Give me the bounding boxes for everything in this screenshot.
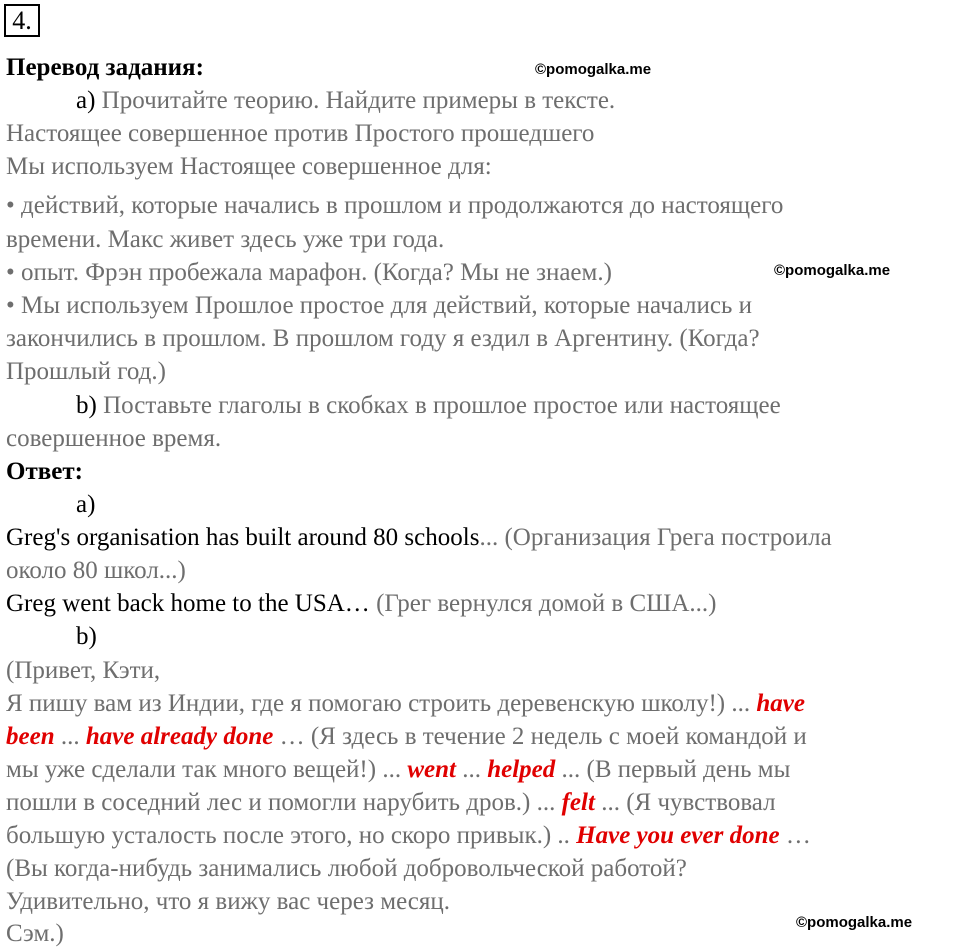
translation-line: закончились в прошлом. В прошлом году я ездил в Аргентину. (Когда?: [6, 325, 760, 352]
translation-a-text: Прочитайте теорию. Найдите примеры в тексте.: [101, 87, 616, 114]
watermark: ©pomogalka.me: [774, 262, 891, 279]
answer-b-line: Удивительно, что я вижу вас через месяц.: [6, 888, 451, 915]
translation-line: • Мы используем Прошлое простое для действий, которые начались и: [6, 292, 752, 319]
translation-line: Прошлый год.): [6, 358, 166, 385]
answer-b-text: пошли в соседний лес и помогли нарубить дров.) ...: [6, 789, 556, 816]
answer-word: helped: [487, 756, 556, 783]
answer-b-text: …: [785, 822, 811, 849]
answer-b-line: [6, 688, 805, 719]
answer-b-line: (Вы когда-нибудь занимались любой добровольческой работой?: [6, 855, 687, 882]
answer-word: Have you ever done: [576, 822, 780, 849]
answer-b-text: мы уже сделали так много вещей!) ...: [6, 756, 402, 783]
answer-word: felt: [561, 789, 595, 816]
translation-b-text: Поставьте глаголы в скобках в прошлое простое или настоящее: [103, 392, 781, 419]
watermark: ©pomogalka.me: [796, 914, 913, 931]
answer-heading: Ответ:: [6, 458, 83, 485]
dots: ...: [60, 723, 80, 750]
translation-heading: Перевод задания:: [6, 54, 204, 81]
translation-line: совершенное время.: [6, 425, 222, 452]
answer-b-line: Сэм.): [6, 920, 64, 947]
answer-a2-en: Greg went back home to the USA…: [6, 590, 370, 617]
answer-b-text: большую усталость после этого, но скоро привык.) ..: [6, 822, 570, 849]
task-number: 4.: [4, 4, 40, 37]
answer-a1-cont: около 80 школ...): [6, 557, 186, 584]
answer-b-line: [6, 754, 790, 785]
answer-a2-ru: (Грег вернулся домой в США...): [376, 590, 717, 617]
translation-line: Мы используем Настоящее совершенное для:: [6, 153, 492, 180]
answer-b-text: ... (Я чувствовал: [601, 789, 776, 816]
answer-b-line: [6, 787, 776, 818]
answer-word: have already done: [85, 723, 274, 750]
answer-b-text: … (Я здесь в течение 2 недель с моей командой и: [279, 723, 807, 750]
answer-word: have: [756, 690, 805, 717]
answer-word: went: [407, 756, 456, 783]
answer-b-line: [6, 721, 807, 752]
answer-a1-ru: (Организация Грега построила: [504, 524, 832, 551]
translation-line: • опыт. Фрэн пробежала марафон. (Когда? Мы не знаем.): [6, 259, 612, 286]
answer-b-line: (Привет, Кэти,: [6, 657, 161, 684]
answer-word: been: [6, 723, 55, 750]
dots: ...: [479, 524, 499, 551]
translation-line: Настоящее совершенное против Простого прошедшего: [6, 120, 595, 147]
label-a: а): [76, 87, 96, 114]
translation-b: [76, 390, 781, 421]
answer-a1: [6, 522, 832, 553]
answer-b-text: ... (В первый день мы: [561, 756, 791, 783]
dots: ...: [462, 756, 481, 783]
translation-a: [76, 85, 615, 116]
answer-b-text: Я пишу вам из Индии, где я помогаю строить деревенскую школу!) ...: [6, 690, 751, 717]
answer-label-b: b): [76, 623, 97, 650]
translation-line: • действий, которые начались в прошлом и продолжаются до настоящего: [6, 192, 784, 219]
answer-a1-en: Greg's organisation has built around 80 schools: [6, 524, 480, 551]
label-b: b): [76, 392, 97, 419]
answer-a2: [6, 588, 717, 619]
answer-b-line: [6, 820, 811, 851]
watermark: ©pomogalka.me: [535, 61, 652, 78]
translation-line: времени. Макс живет здесь уже три года.: [6, 226, 445, 253]
answer-label-a: а): [76, 491, 96, 518]
